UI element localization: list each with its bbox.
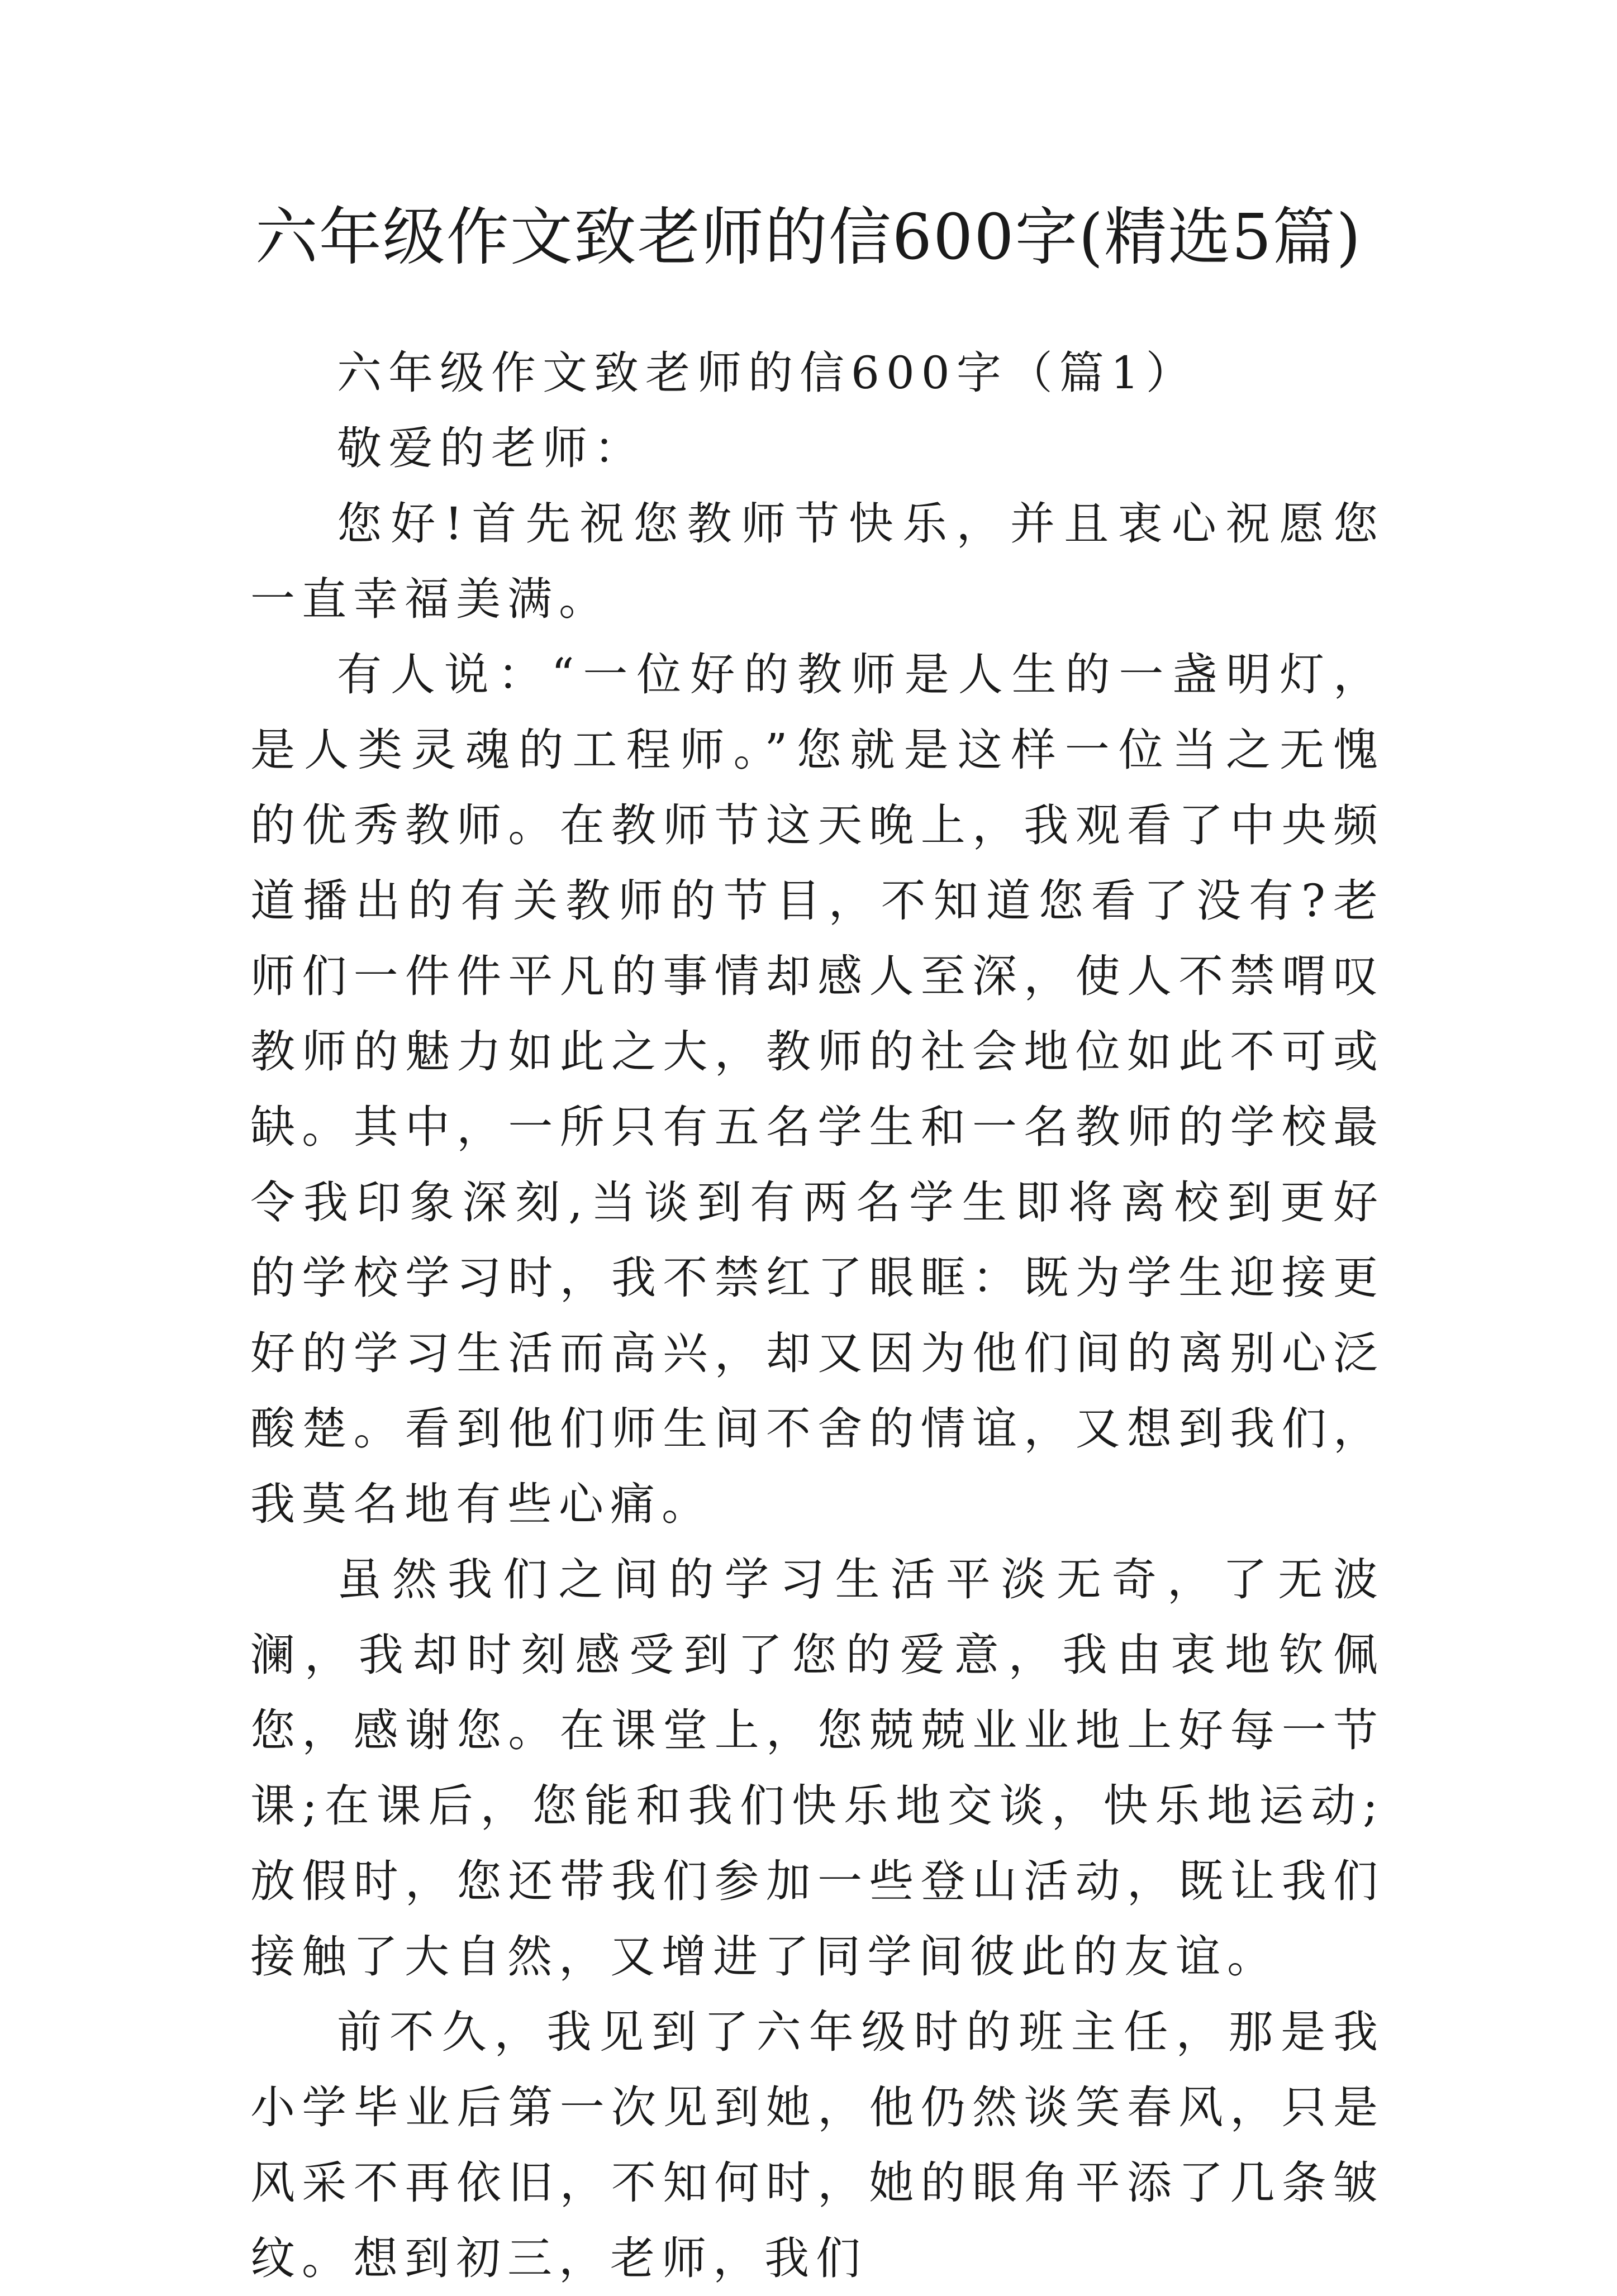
document-body — [250, 335, 1385, 2296]
salutation: 敬爱的老师： — [337, 422, 645, 474]
paragraph: 前不久，我见到了六年级时的班主任，那是我小学毕业后第一次见到她，他仍然谈笑春风，只是风采不再依旧，不知何时，她的眼角平添了几条皱纹。想到初三，老师，我们 — [250, 2006, 1385, 2284]
section-heading: 六年级作文致老师的信600字（篇1） — [337, 347, 1197, 399]
document-title: 六年级作文致老师的信600字(精选5篇) — [255, 201, 1362, 274]
paragraph: 您好!首先祝您教师节快乐，并且衷心祝愿您一直幸福美满。 — [250, 498, 1385, 625]
paragraph: 虽然我们之间的学习生活平淡无奇，了无波澜，我却时刻感受到了您的爱意，我由衷地钦佩您，感谢您。在课堂上，您兢兢业业地上好每一节课;在课后，您能和我们快乐地交谈，快乐地运动;放假时，您还带我们参加一些登山活动，既让我们接触了大自然，又增进了同学间彼此的友谊。 — [250, 1554, 1385, 1983]
paragraph: 有人说：“一位好的教师是人生的一盏明灯，是人类灵魂的工程师。”您就是这样一位当之无愧的优秀教师。在教师节这天晚上，我观看了中央频道播出的有关教师的节目，不知道您看了没有?老师们一件件平凡的事情却感人至深，使人不禁喟叹教师的魅力如此之大，教师的社会地位如此不可或缺。其中，一所只有五名学生和一名教师的学校最令我印象深刻,当谈到有两名学生即将离校到更好的学校学习时，我不禁红了眼眶：既为学生迎接更好的学习生活而高兴，却又因为他们间的离别心泛酸楚。看到他们师生间不舍的情谊，又想到我们，我莫名地有些心痛。 — [250, 649, 1385, 1530]
